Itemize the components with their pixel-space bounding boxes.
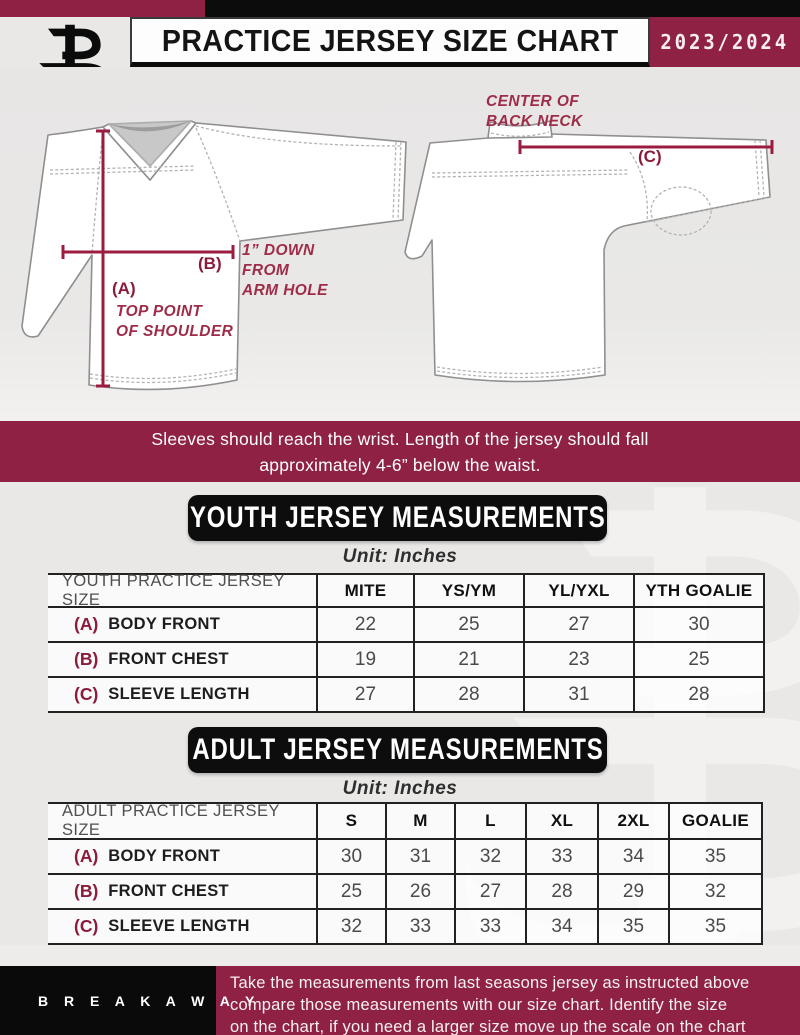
page-title: PRACTICE JERSEY SIZE CHART — [161, 22, 619, 58]
measure-b-label: 1” DOWN FROM ARM HOLE — [242, 242, 328, 299]
table-cell: 25 — [633, 643, 765, 678]
table-cell: 27 — [523, 608, 633, 643]
bottom-light-band — [0, 945, 800, 966]
header-maroon-strip — [0, 0, 205, 17]
footer-brand-box — [0, 966, 261, 1035]
measure-a-key: (A) — [112, 279, 136, 298]
fit-note-line2: approximately 4-6” below the waist. — [259, 454, 541, 475]
table-cell: 27 — [316, 678, 413, 713]
table-row-label: (A) BODY FRONT — [48, 608, 316, 643]
measure-c-key: (C) — [638, 147, 662, 166]
header-black-strip — [205, 0, 800, 17]
table-cell: 31 — [523, 678, 633, 713]
season-badge — [650, 17, 800, 67]
youth-col-header: YS/YM — [413, 573, 523, 608]
table-cell: 31 — [385, 840, 454, 875]
page-title-box — [130, 17, 650, 67]
table-cell: 25 — [316, 875, 385, 910]
fit-note-line1: Sleeves should reach the wrist. Length of the jersey should fall — [151, 428, 649, 449]
measure-b-key: (B) — [198, 254, 222, 273]
table-cell: 35 — [668, 910, 763, 945]
table-cell: 23 — [523, 643, 633, 678]
back-neck-label: CENTER OF BACK NECK — [486, 93, 583, 130]
youth-col-header: YL/YXL — [523, 573, 633, 608]
table-row-label: (B) FRONT CHEST — [48, 643, 316, 678]
table-row-label: (B) FRONT CHEST — [48, 875, 316, 910]
table-row-label: (A) BODY FRONT — [48, 840, 316, 875]
fit-note-banner — [0, 421, 800, 482]
adult-col-header: ADULT PRACTICE JERSEY SIZE — [48, 802, 316, 840]
season-label: 2023/2024 — [660, 30, 790, 54]
measure-a-label: TOP POINT OF SHOULDER — [116, 303, 234, 340]
adult-size-table — [48, 802, 763, 945]
table-cell: 28 — [633, 678, 765, 713]
adult-col-header: 2XL — [597, 802, 668, 840]
table-cell: 22 — [316, 608, 413, 643]
table-cell: 35 — [597, 910, 668, 945]
table-cell: 34 — [525, 910, 597, 945]
youth-col-header: YTH GOALIE — [633, 573, 765, 608]
table-cell: 35 — [668, 840, 763, 875]
back-jersey-diagram — [398, 90, 800, 420]
table-cell: 33 — [525, 840, 597, 875]
youth-col-header: MITE — [316, 573, 413, 608]
adult-col-header: M — [385, 802, 454, 840]
youth-unit-label: Unit: Inches — [342, 546, 458, 567]
adult-unit-label: Unit: Inches — [342, 778, 458, 799]
jersey-diagram-section — [0, 67, 800, 421]
table-cell: 26 — [385, 875, 454, 910]
adult-col-header: XL — [525, 802, 597, 840]
table-cell: 32 — [454, 840, 525, 875]
youth-col-header: YOUTH PRACTICE JERSEY SIZE — [48, 573, 316, 608]
brand-name: B R E A K A W A Y — [38, 992, 261, 1009]
table-cell: 32 — [668, 875, 763, 910]
table-cell: 32 — [316, 910, 385, 945]
footer-instructions: Take the measurements from last seasons jersey as instructed above compare those measurements with our size chart. Identify the size on the chart, if you need a larger size move up the scale on the chart — [230, 974, 750, 1035]
table-cell: 30 — [316, 840, 385, 875]
table-cell: 28 — [413, 678, 523, 713]
adult-col-header: L — [454, 802, 525, 840]
table-row-label: (C) SLEEVE LENGTH — [48, 678, 316, 713]
table-row-label: (C) SLEEVE LENGTH — [48, 910, 316, 945]
table-cell: 34 — [597, 840, 668, 875]
youth-section-title: YOUTH JERSEY MEASUREMENTS — [188, 495, 607, 541]
table-cell: 33 — [385, 910, 454, 945]
table-cell: 29 — [597, 875, 668, 910]
adult-col-header: S — [316, 802, 385, 840]
table-cell: 30 — [633, 608, 765, 643]
youth-size-table — [48, 573, 765, 713]
table-cell: 28 — [525, 875, 597, 910]
adult-col-header: GOALIE — [668, 802, 763, 840]
table-cell: 27 — [454, 875, 525, 910]
table-cell: 19 — [316, 643, 413, 678]
table-cell: 25 — [413, 608, 523, 643]
adult-section-title: ADULT JERSEY MEASUREMENTS — [188, 727, 607, 773]
table-cell: 33 — [454, 910, 525, 945]
table-cell: 21 — [413, 643, 523, 678]
